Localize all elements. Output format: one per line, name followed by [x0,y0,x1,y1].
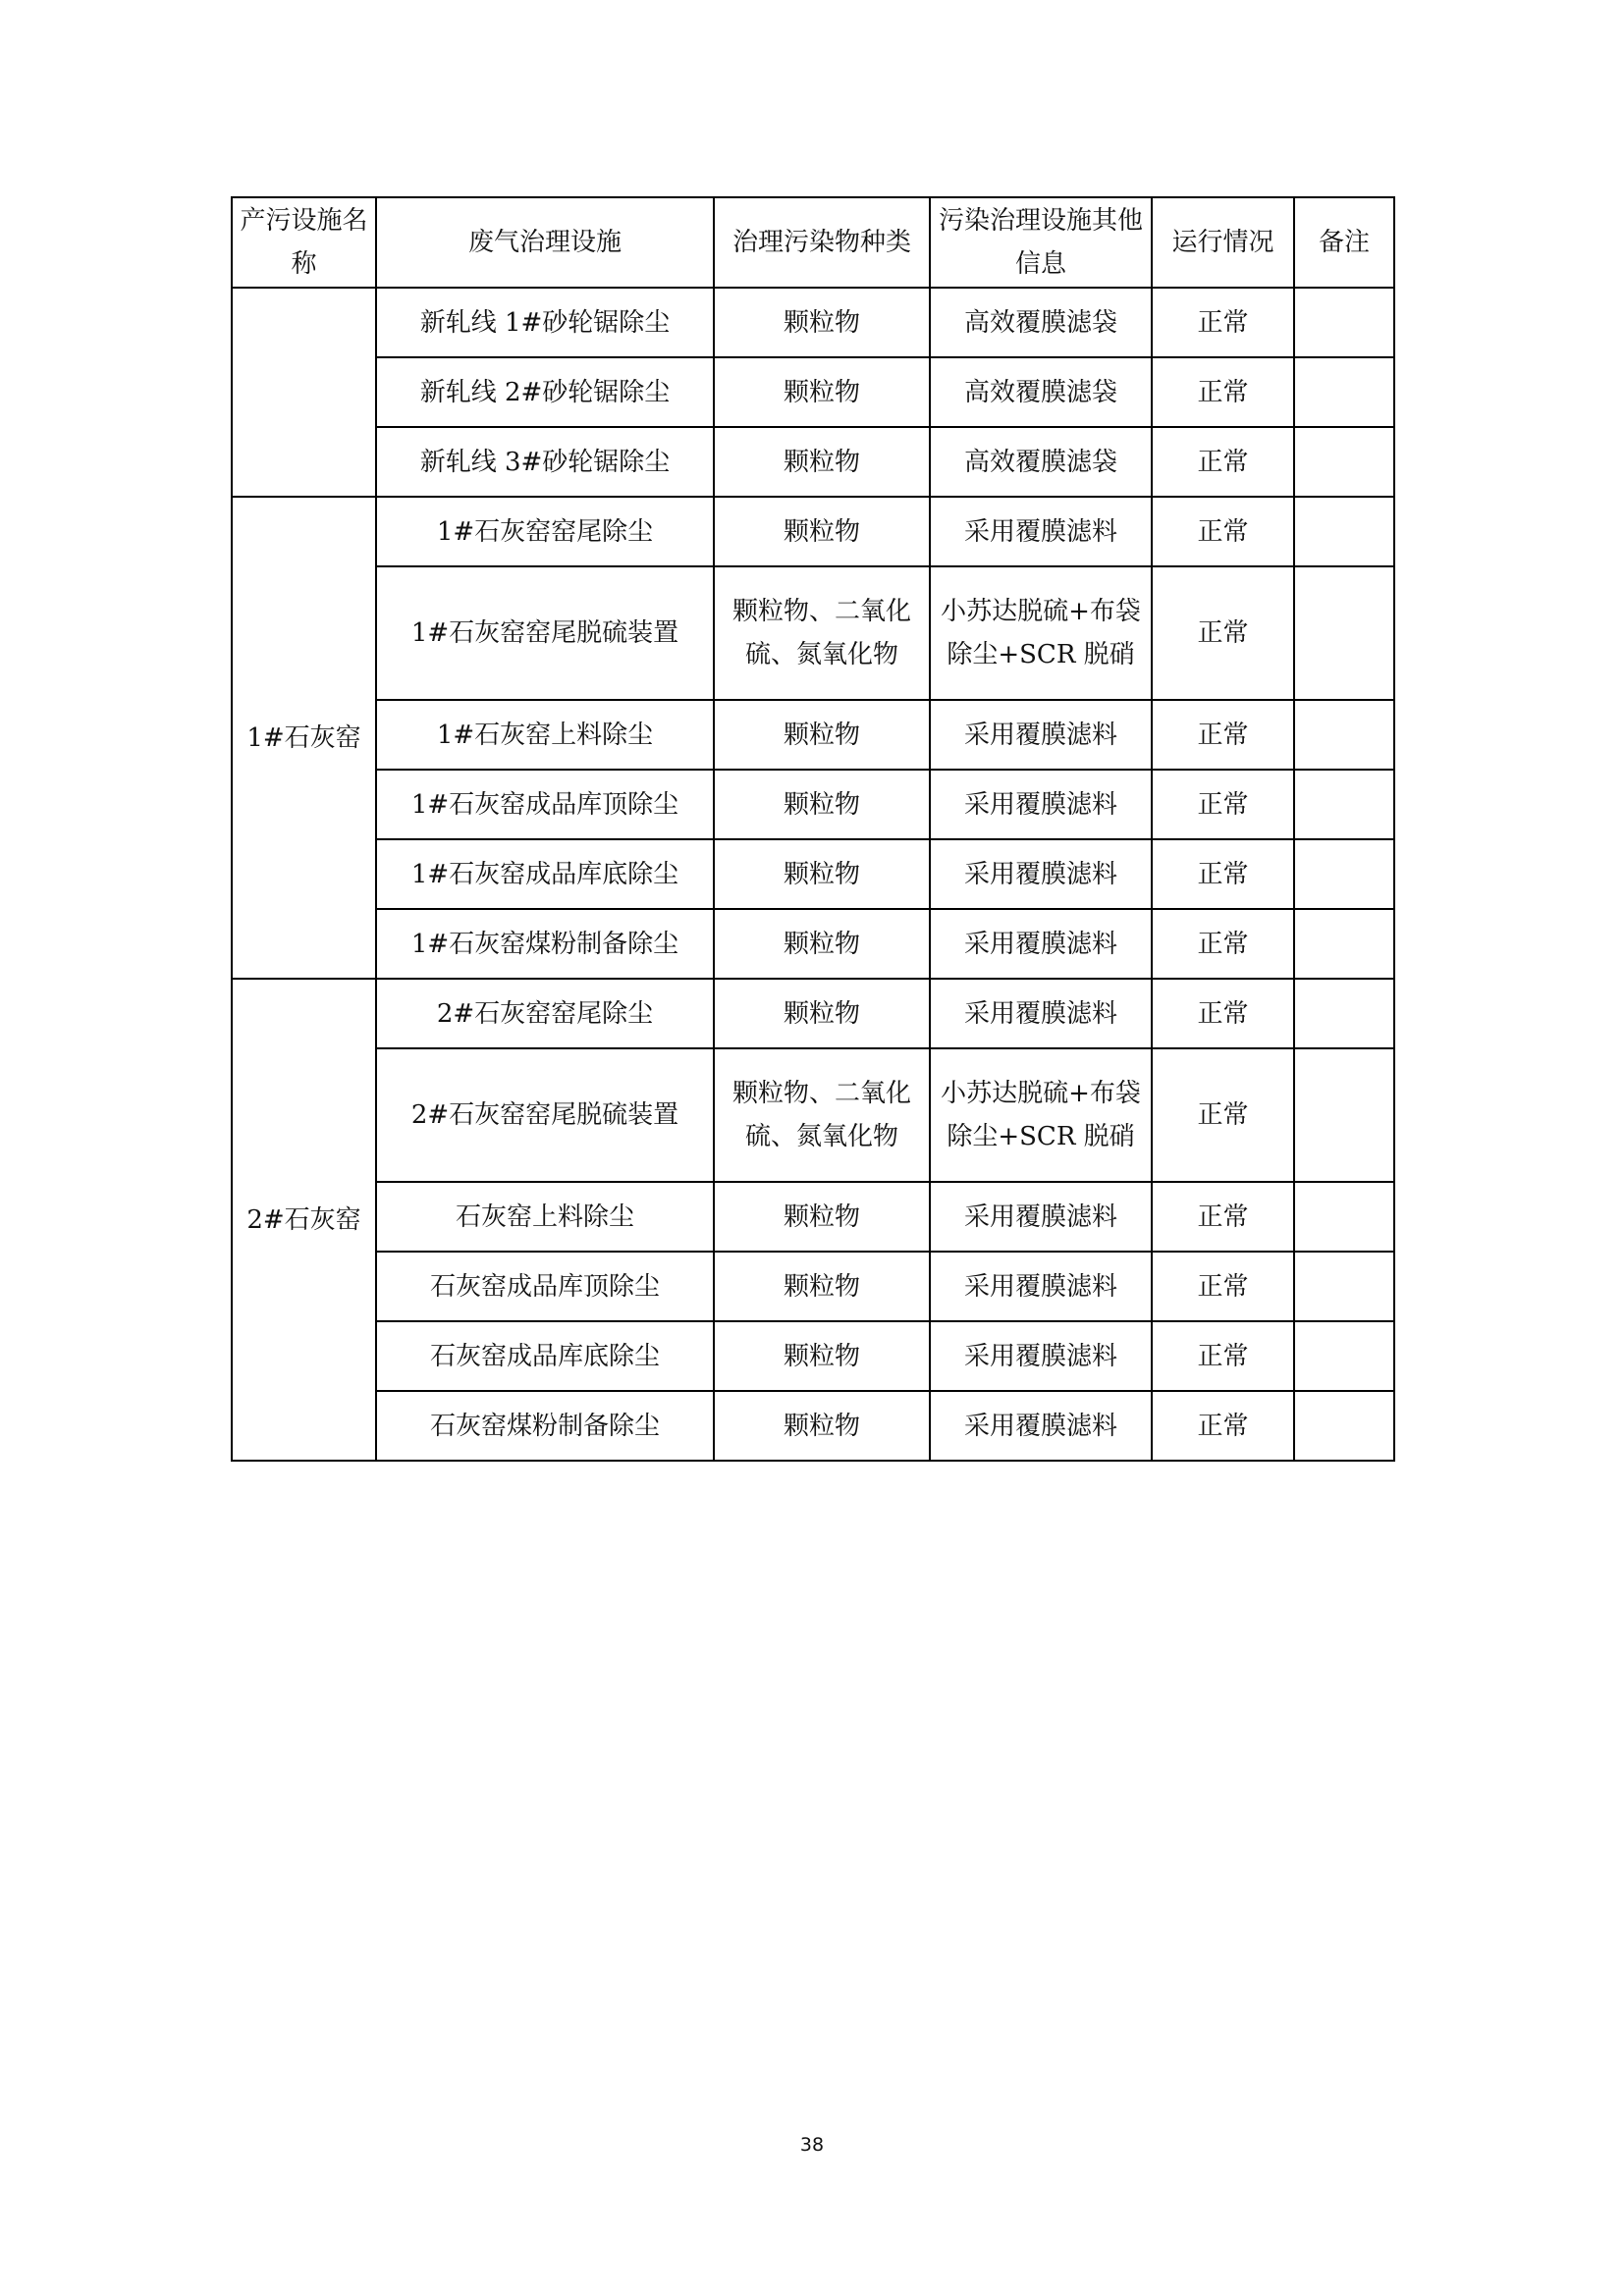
info-cell: 采用覆膜滤料 [930,700,1152,770]
remark-cell [1294,427,1394,497]
header-facility-name: 产污设施名称 [232,197,376,288]
info-cell: 采用覆膜滤料 [930,1391,1152,1461]
remark-cell [1294,1048,1394,1182]
table-row [232,1182,1394,1252]
status-cell: 正常 [1152,700,1294,770]
status-cell: 正常 [1152,357,1294,427]
equipment-cell: 1#石灰窑煤粉制备除尘 [376,909,714,979]
table-row [232,979,1394,1048]
pollutants-cell: 颗粒物 [714,770,930,839]
pollutants-cell: 颗粒物 [714,288,930,357]
status-cell: 正常 [1152,839,1294,909]
status-cell: 正常 [1152,979,1294,1048]
info-cell: 采用覆膜滤料 [930,979,1152,1048]
status-cell: 正常 [1152,427,1294,497]
table-row [232,909,1394,979]
facility-name-cell: 1#石灰窑 [232,497,376,979]
facility-name-cell [232,288,376,497]
status-cell: 正常 [1152,1391,1294,1461]
table-row [232,1391,1394,1461]
remark-cell [1294,1252,1394,1321]
equipment-cell: 新轧线 2#砂轮锯除尘 [376,357,714,427]
remark-cell [1294,1182,1394,1252]
table-row [232,357,1394,427]
remark-cell [1294,700,1394,770]
pollutants-cell: 颗粒物 [714,1252,930,1321]
pollutants-cell: 颗粒物 [714,700,930,770]
equipment-cell: 1#石灰窑窑尾除尘 [376,497,714,566]
remark-cell [1294,288,1394,357]
info-cell: 采用覆膜滤料 [930,1321,1152,1391]
pollutants-cell: 颗粒物、二氧化硫、氮氧化物 [714,1048,930,1182]
equipment-cell: 石灰窑成品库底除尘 [376,1321,714,1391]
info-cell: 采用覆膜滤料 [930,770,1152,839]
remark-cell [1294,979,1394,1048]
remark-cell [1294,566,1394,700]
equipment-cell: 2#石灰窑窑尾脱硫装置 [376,1048,714,1182]
remark-cell [1294,770,1394,839]
status-cell: 正常 [1152,1321,1294,1391]
table-row [232,427,1394,497]
remark-cell [1294,497,1394,566]
pollutants-cell: 颗粒物 [714,839,930,909]
equipment-cell: 2#石灰窑窑尾除尘 [376,979,714,1048]
remark-cell [1294,1321,1394,1391]
equipment-cell: 新轧线 1#砂轮锯除尘 [376,288,714,357]
pollutants-cell: 颗粒物 [714,497,930,566]
table-row [232,288,1394,357]
table-row [232,770,1394,839]
header-other-info: 污染治理设施其他信息 [930,197,1152,288]
table-row [232,700,1394,770]
pollutants-cell: 颗粒物 [714,357,930,427]
info-cell: 采用覆膜滤料 [930,1252,1152,1321]
facility-name-cell: 2#石灰窑 [232,979,376,1461]
header-operation-status: 运行情况 [1152,197,1294,288]
header-exhaust-treatment: 废气治理设施 [376,197,714,288]
table-row [232,1321,1394,1391]
pollutants-cell: 颗粒物 [714,1182,930,1252]
header-remark: 备注 [1294,197,1394,288]
table-header-row [232,197,1394,288]
table-row [232,566,1394,700]
status-cell: 正常 [1152,1252,1294,1321]
equipment-cell: 石灰窑上料除尘 [376,1182,714,1252]
table-row [232,1252,1394,1321]
pollutants-cell: 颗粒物 [714,1321,930,1391]
equipment-cell: 石灰窑煤粉制备除尘 [376,1391,714,1461]
remark-cell [1294,839,1394,909]
info-cell: 采用覆膜滤料 [930,1182,1152,1252]
pollutants-cell: 颗粒物、二氧化硫、氮氧化物 [714,566,930,700]
info-cell: 小苏达脱硫+布袋除尘+SCR 脱硝 [930,1048,1152,1182]
pollutants-cell: 颗粒物 [714,979,930,1048]
emission-control-table [231,196,1395,1462]
header-pollutant-type: 治理污染物种类 [714,197,930,288]
pollutants-cell: 颗粒物 [714,1391,930,1461]
status-cell: 正常 [1152,1048,1294,1182]
table-row [232,497,1394,566]
equipment-cell: 1#石灰窑窑尾脱硫装置 [376,566,714,700]
status-cell: 正常 [1152,566,1294,700]
equipment-cell: 1#石灰窑成品库底除尘 [376,839,714,909]
page-number: 38 [799,2134,825,2156]
equipment-cell: 1#石灰窑成品库顶除尘 [376,770,714,839]
equipment-cell: 新轧线 3#砂轮锯除尘 [376,427,714,497]
status-cell: 正常 [1152,288,1294,357]
info-cell: 高效覆膜滤袋 [930,427,1152,497]
table-row [232,1048,1394,1182]
pollutants-cell: 颗粒物 [714,909,930,979]
remark-cell [1294,357,1394,427]
status-cell: 正常 [1152,770,1294,839]
equipment-cell: 1#石灰窑上料除尘 [376,700,714,770]
status-cell: 正常 [1152,1182,1294,1252]
table-row [232,839,1394,909]
status-cell: 正常 [1152,497,1294,566]
info-cell: 采用覆膜滤料 [930,839,1152,909]
remark-cell [1294,1391,1394,1461]
equipment-cell: 石灰窑成品库顶除尘 [376,1252,714,1321]
pollutants-cell: 颗粒物 [714,427,930,497]
info-cell: 高效覆膜滤袋 [930,288,1152,357]
remark-cell [1294,909,1394,979]
info-cell: 采用覆膜滤料 [930,909,1152,979]
status-cell: 正常 [1152,909,1294,979]
info-cell: 小苏达脱硫+布袋除尘+SCR 脱硝 [930,566,1152,700]
info-cell: 采用覆膜滤料 [930,497,1152,566]
info-cell: 高效覆膜滤袋 [930,357,1152,427]
